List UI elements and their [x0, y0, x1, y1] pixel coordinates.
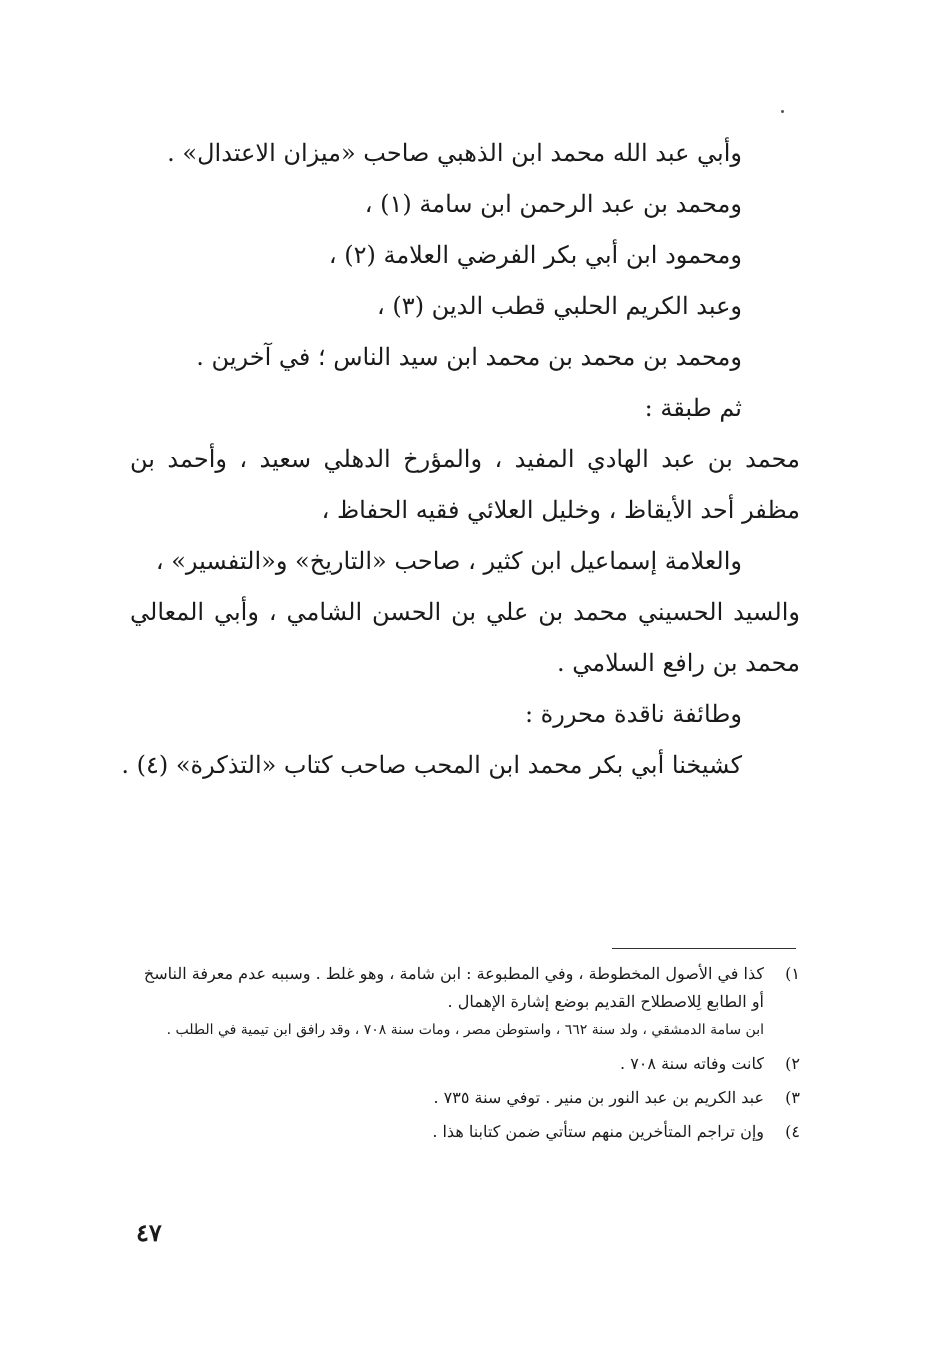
footnote-number: ١): [785, 964, 800, 983]
text-line: ومحمد بن محمد بن محمد ابن سيد الناس ؛ في آخرين .: [196, 343, 742, 371]
footnote-number: ٤): [785, 1122, 800, 1141]
ink-speck: [781, 110, 784, 113]
section-heading: ثم طبقة :: [644, 394, 742, 422]
text-line: والعلامة إسماعيل ابن كثير ، صاحب «التاريخ» و«التفسير» ،: [155, 547, 742, 575]
footnote-number: ٢): [785, 1054, 800, 1073]
footnote-text: كذا في الأصول المخطوطة ، وفي المطبوعة : ابن شامة ، وهو غلط . وسببه عدم معرفة الناسخ أو الطابع لِلاصطلاح القديم بوضع إشارة الإهمال .: [143, 964, 764, 1011]
text-line: وأبي عبد الله محمد ابن الذهبي صاحب «ميزان الاعتدال» .: [167, 139, 742, 167]
text-line: وعبد الكريم الحلبي قطب الدين (٣) ،: [377, 292, 742, 320]
text-line: ومحمد بن عبد الرحمن ابن سامة (١) ،: [364, 190, 742, 218]
footnote-4: [130, 1118, 800, 1146]
section-heading: وطائفة ناقدة محررة :: [524, 700, 742, 728]
main-text: [121, 128, 800, 791]
text-line: كشيخنا أبي بكر محمد ابن المحب صاحب كتاب «التذكرة» (٤) .: [121, 751, 742, 779]
footnote-number: ٣): [785, 1088, 800, 1107]
text-paragraph: محمد بن عبد الهادي المفيد ، والمؤرخ الدهلي سعيد ، وأحمد بن مظفر أحد الأيقاظ ، وخليل العلائي فقيه الحفاظ ،: [130, 445, 800, 524]
footnote-3: [130, 1084, 800, 1112]
footnote-separator: [612, 948, 796, 949]
footnote-subtext: ابن سامة الدمشقي ، ولد سنة ٦٦٢ ، واستوطن مصر ، ومات سنة ٧٠٨ ، وقد رافق ابن تيمية في الطلب .: [166, 1022, 764, 1038]
footnotes: [130, 960, 800, 1152]
footnote-1: [130, 960, 800, 1044]
page-number: ٤٧: [136, 1218, 162, 1247]
footnote-text: كانت وفاته سنة ٧٠٨ .: [620, 1054, 764, 1073]
text-paragraph: والسيد الحسيني محمد بن علي بن الحسن الشامي ، وأبي المعالي محمد بن رافع السلامي .: [130, 598, 800, 677]
footnote-2: [130, 1050, 800, 1078]
footnote-text: وإن تراجم المتأخرين منهم ستأتي ضمن كتابنا هذا .: [432, 1122, 764, 1141]
footnote-text: عبد الكريم بن عبد النور بن منير . توفي سنة ٧٣٥ .: [433, 1088, 764, 1107]
text-line: ومحمود ابن أبي بكر الفرضي العلامة (٢) ،: [328, 241, 742, 269]
